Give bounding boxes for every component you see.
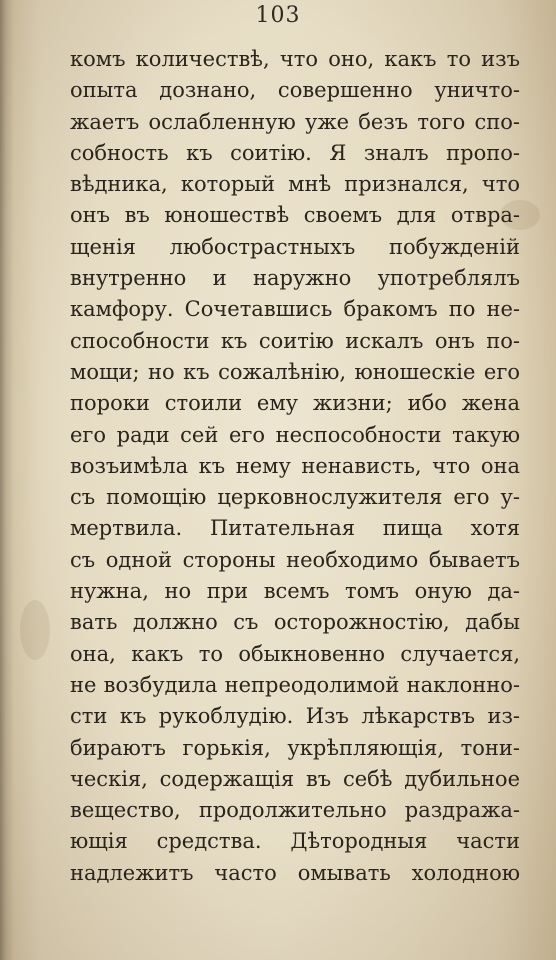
paper-stain [20, 600, 50, 660]
text-line: камфору. Сочетавшись бракомъ по не- [70, 297, 520, 322]
page-number: 103 [255, 3, 301, 28]
text-line: комъ количествѣ, что оно, какъ то изъ [70, 47, 520, 71]
text-line: не возбудила непреодолимой наклонно- [70, 672, 520, 697]
text-line: бираютъ горькія, укрѣпляющія, тони- [70, 735, 520, 760]
text-line: щенія любострастныхъ побужденій [70, 234, 520, 259]
text-line: она, какъ то обыкновенно случается, [70, 641, 520, 666]
text-line: нужна, но при всемъ томъ оную да- [70, 579, 520, 604]
text-line: вать должно съ осторожностію, дабы [70, 610, 520, 635]
text-line: жаетъ ослабленную уже безъ того спо- [70, 109, 520, 134]
text-line: надлежитъ часто омывать холодною [70, 860, 520, 885]
text-line: онъ въ юношествѣ своемъ для отвра- [70, 203, 520, 228]
text-line: возъимѣла къ нему ненависть, что она [70, 453, 520, 478]
text-line: опыта дознано, совершенно уничто- [70, 78, 520, 103]
text-line: вѣдника, который мнѣ признался, что [70, 172, 520, 197]
text-line: способности къ соитію искалъ онъ по- [70, 328, 520, 353]
text-line: ющія средства. Дѣтородныя части [70, 829, 520, 854]
text-line: его ради сей его неспособности такую [70, 422, 520, 447]
text-line: съ помощію церковнослужителя его у- [70, 485, 520, 510]
text-line: вещество, продолжительно раздража- [70, 798, 520, 823]
text-line: собность къ соитію. Я зналъ пропо- [70, 140, 520, 165]
text-line: съ одной стороны необходимо бываетъ [70, 547, 520, 572]
text-line: ческія, содержащія въ себѣ дубильное [70, 766, 520, 791]
text-line: мощи; но къ сожалѣнію, юношескіе его [70, 359, 520, 384]
text-line: пороки стоили ему жизни; ибо жена [70, 391, 520, 416]
text-line: внутренно и наружно употреблялъ [70, 266, 520, 291]
text-line: сти къ рукоблудію. Изъ лѣкарствъ из- [70, 704, 520, 729]
body-text [70, 44, 520, 889]
text-line: мертвила. Питательная пища хотя [70, 516, 520, 541]
